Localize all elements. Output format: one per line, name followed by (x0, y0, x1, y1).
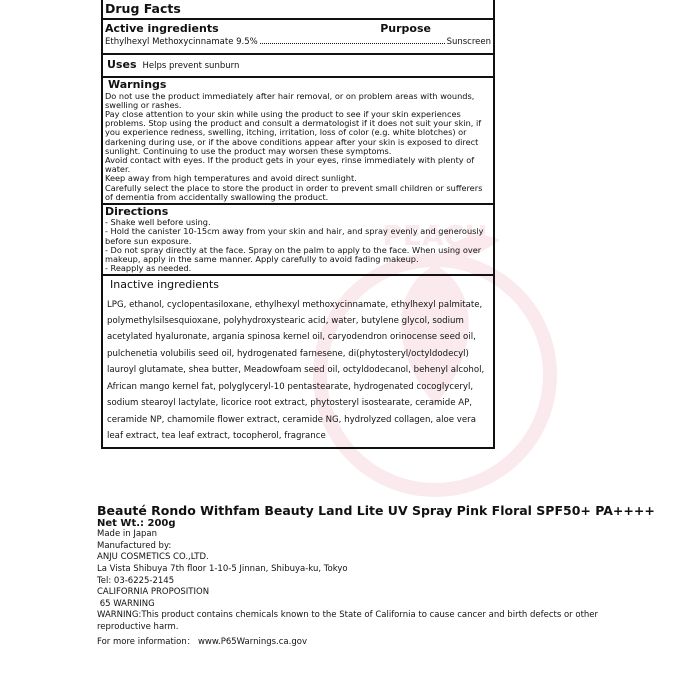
direction-item: - Shake well before using. (105, 217, 211, 228)
directions-title: Directions (105, 204, 169, 218)
purpose-title: Purpose (380, 22, 431, 35)
active-ingredients-header (105, 23, 491, 35)
inactive-ingredients-section (103, 279, 493, 447)
warning-paragraph: Keep away from high temperatures and avoid direct sunlight. (105, 173, 357, 184)
active-ingredients-title: Active ingredients (105, 22, 219, 35)
product-info-block (97, 505, 657, 648)
company-phone: Tel: 03-6225-2145 (97, 575, 175, 586)
uses-text: Helps prevent sunburn (142, 60, 240, 71)
warning-paragraph: Do not use the product immediately after hair removal, or on problem areas with wounds, swelling or rashes. (105, 90, 475, 110)
direction-item: - Hold the canister 10-15cm away from your skin and hair, and spray evenly and generously before sun exposure. (105, 226, 484, 246)
manufactured-by-label: Manufactured by: (97, 540, 172, 551)
product-title: Beauté Rondo Withfam Beauty Land Lite UV Spray Pink Floral SPF50+ PA++++ (97, 503, 655, 518)
inactive-ingredients-title: Inactive ingredients (110, 278, 220, 292)
prop65-title: CALIFORNIA PROPOSITION (97, 587, 210, 598)
warning-paragraph: Carefully select the place to store the product in order to prevent small children or sufferers of dementia from accidentally swallowing the product. (105, 182, 483, 202)
company-name: ANJU COSMETICS CO.,LTD. (97, 552, 209, 563)
prop65-warning-text: WARNING:This product contains chemicals known to the State of California to cause cancer and birth defects or other reproductive harm. (97, 610, 599, 632)
warnings-title: Warnings (108, 78, 167, 92)
inactive-ingredients-text: LPG, ethanol, cyclopentasiloxane, ethylhexyl methoxycinnamate, ethylhexyl palmitate, polymethylsilsesquioxane, polyhydroxystearic acid, water, butylene glycol, sodium acetylated hyaluronate, argania spinosa kernel oil, caryodendron orinocense seed oil, pulchenetia volubilis seed oil, hydrogenated farnesene, di(phytosteryl/octyldodecyl) lauroyl glutamate, shea butter, Meadowfoam seed oil, octyldodecanol, behenyl alcohol, African mango kernel fat, polyglyceryl-10 pentastearate, hydrogenated cocoglyceryl, sodium stearoyl lactylate, licorice root extract, phytosteryl isostearate, ceramide AP, ceramide NP, chamomile flower extract, ceramide NG, hydrolyzed collagen, aloe vera leaf extract, tea leaf extract, tocopherol, fragrance (107, 299, 485, 441)
watermark-text: PEACH (382, 219, 488, 252)
drug-facts-header-section (103, 2, 493, 55)
warnings-section (103, 79, 493, 205)
drug-facts-panel (101, 0, 495, 449)
company-address: La Vista Shibuya 7th floor 1-10-5 Jinnan, Shibuya-ku, Tokyo (97, 563, 348, 574)
active-ingredient-name: Ethylhexyl Methoxycinnamate 9.5% (105, 37, 258, 48)
made-in: Made in Japan (97, 529, 158, 540)
warning-paragraph: Avoid contact with eyes. If the product gets in your eyes, rinse immediately with plenty of water. (105, 154, 475, 175)
leader-dots (260, 43, 445, 44)
net-weight: Net Wt.: 200g (97, 517, 176, 529)
drug-facts-title: Drug Facts (105, 1, 181, 16)
uses-section (103, 55, 493, 79)
more-info-line: For more information： www.P65Warnings.ca.gov (97, 636, 307, 647)
uses-title: Uses (107, 57, 137, 71)
direction-item: - Do not spray directly at the face. Spray on the palm to apply to the face. When using over makeup, apply in the same manner. Apply carefully to avoid fading makeup. (105, 244, 482, 264)
active-ingredient-row (105, 38, 491, 48)
prop65-warning-label: 65 WARNING (97, 598, 155, 609)
active-ingredient-purpose: Sunscreen (446, 37, 491, 48)
direction-item: - Reapply as needed. (105, 263, 192, 274)
warning-paragraph: Pay close attention to your skin while using the product to see if your skin experiences problems. Stop using the product and consult a dermatologist if it does not suit your skin, if you experience redness, swelling, itching, irritation, loss of color (e.g. white blotches) or darkening during use, or if the above conditions appear after your skin is exposed to direct sunlight. Continuing to use the product may worsen these symptoms. (105, 109, 482, 156)
directions-section (103, 206, 493, 276)
